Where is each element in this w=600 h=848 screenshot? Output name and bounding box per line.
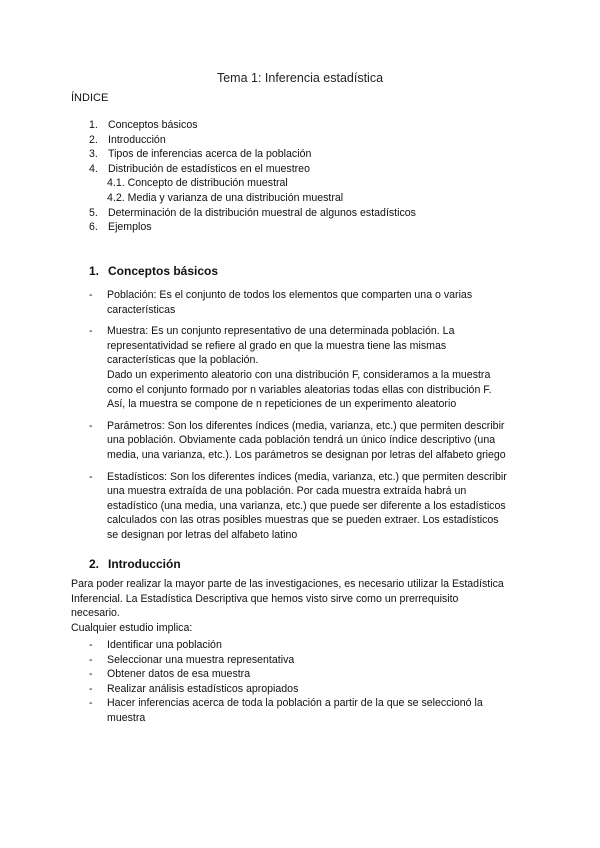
section-heading: 2. Introducción bbox=[89, 557, 181, 571]
list-item: - Obtener datos de esa muestra bbox=[89, 668, 251, 681]
toc-item: 6. Ejemplos bbox=[89, 221, 152, 234]
list-item: - Identificar una población bbox=[89, 639, 222, 651]
toc-item: 4. Distribución de estadísticos en el muestreo bbox=[89, 162, 310, 175]
list-item: - Población: Es el conjunto de todos los elementos que comparten una o varias características bbox=[89, 289, 473, 316]
list-item: - Seleccionar una muestra representativa bbox=[89, 653, 295, 666]
list-item: - Muestra: Es un conjunto representativo de una determinada población. La representatividad se refiere al grado en que la muestra tiene las mismas características que la población. Dado un experimento aleatorio con una distribución F, consideramos a la muestra como el conjunto formado por n variables aleatorias todas ellas con distribución F. Así, la muestra se compone de n repeticiones de un experimento aleatorio bbox=[89, 325, 492, 411]
toc-item: 2. Introducción bbox=[89, 133, 166, 146]
toc-item: 3. Tipos de inferencias acerca de la población bbox=[89, 148, 312, 161]
toc-subitem: 4.2. Media y varianza de una distribución muestral bbox=[107, 191, 344, 204]
intro-paragraph: Para poder realizar la mayor parte de las investigaciones, es necesario utilizar la Estadística Inferencial. La Estadística Descriptiva que hemos visto sirve como un prerrequisito necesario. Cualquier estudio implica: bbox=[71, 578, 504, 634]
concepts-list bbox=[89, 288, 529, 543]
toc-item: 1. Conceptos básicos bbox=[89, 119, 198, 131]
page-title: Tema 1: Inferencia estadística bbox=[216, 71, 384, 85]
toc-item: 5. Determinación de la distribución muestral de algunos estadísticos bbox=[89, 206, 416, 219]
list-item: - Parámetros: Son los diferentes índices (media, varianza, etc.) que permiten describir una población. Obviamente cada población tendrá un único índice descriptivo (una media, una varianza, etc.). Los parámetros se designan por letras del alfabeto griego bbox=[89, 419, 506, 461]
index-heading: ÍNDICE bbox=[71, 92, 109, 104]
list-item: - Estadísticos: Son los diferentes índices (media, varianza, etc.) que permiten describir una muestra extraída de una población. Por cada muestra extraída habrá un estadístico (una media, una varianza, etc.) que puede ser diferente a los estadísticos calculados con las otras posibles muestras que se pueden extraer. Los estadísticos se designan por letras del alfabeto latino bbox=[89, 470, 507, 541]
list-item: - Realizar análisis estadísticos apropiados bbox=[89, 682, 299, 695]
toc-subitem: 4.1. Concepto de distribución muestral bbox=[107, 177, 288, 190]
section-heading: 1. Conceptos básicos bbox=[89, 264, 219, 278]
table-of-contents bbox=[89, 118, 549, 235]
study-steps-list bbox=[89, 638, 539, 726]
list-item: - Hacer inferencias acerca de toda la población a partir de la que se seleccionó la muestra bbox=[89, 697, 483, 724]
